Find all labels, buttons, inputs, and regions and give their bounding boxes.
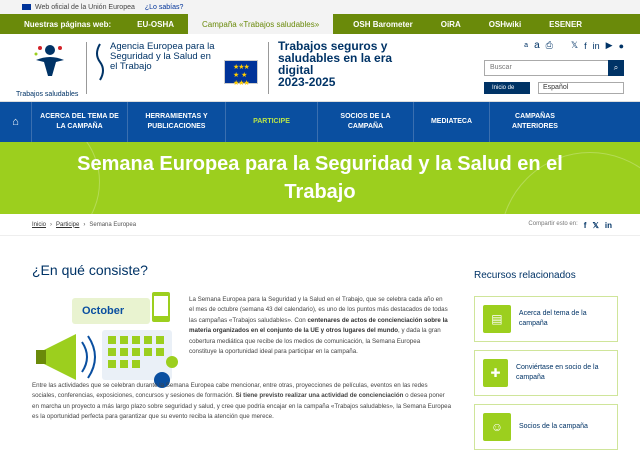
main-navigation: [0, 102, 640, 142]
intro-text-b: centenares de actos de concienciación sobre la materia organizados en el conjunto de la UE y otros lugares del mundo: [189, 316, 448, 335]
network-link-euosha[interactable]: EU-OSHA: [137, 19, 175, 29]
share-linkedin-icon[interactable]: in: [604, 221, 612, 230]
text-size-small-icon[interactable]: a: [524, 42, 529, 49]
share-facebook-icon[interactable]: f: [583, 221, 587, 230]
eu-flag-icon: [22, 4, 31, 10]
divider: [86, 42, 87, 94]
header-tools: [524, 40, 624, 51]
related-card-label: Socios de la campaña: [519, 423, 588, 430]
healthy-workplaces-logo-icon: [30, 40, 70, 80]
youtube-icon[interactable]: ▶: [605, 40, 613, 50]
nav-item-campaign-topic[interactable]: ACERCA DEL TEMA DE LA CAMPAÑA: [32, 102, 128, 142]
network-link-campaign[interactable]: Campaña «Trabajos saludables»: [188, 14, 333, 34]
related-card-campaign-topic[interactable]: [474, 296, 618, 342]
breadcrumb-participate[interactable]: Participe: [56, 221, 80, 228]
section-heading: ¿En qué consiste?: [32, 262, 148, 278]
home-icon[interactable]: ⌂: [0, 102, 32, 142]
breadcrumb: [0, 214, 640, 236]
howto-link[interactable]: ¿Lo sabías?: [144, 3, 184, 11]
network-link-esener[interactable]: ESENER: [549, 19, 583, 29]
network-link-oshwiki[interactable]: OSHwiki: [488, 19, 522, 29]
search-input[interactable]: Buscar: [484, 60, 624, 76]
nav-item-campaign-partners[interactable]: SOCIOS DE LA CAMPAÑA: [318, 102, 414, 142]
nav-item-previous-campaigns[interactable]: CAMPAÑAS ANTERIORES: [512, 113, 558, 130]
slogan-text: Trabajos seguros y saludables en la era digital: [278, 39, 393, 77]
agency-logo[interactable]: [94, 42, 220, 82]
october-megaphone-illustration: [32, 290, 180, 394]
people-icon: ☺: [483, 413, 511, 441]
related-card-label: Conviértase en socio de la campaña: [515, 364, 599, 381]
share-bar: [528, 221, 612, 230]
related-resources-heading: Recursos relacionados: [474, 270, 576, 281]
site-header: [0, 34, 640, 102]
facebook-icon[interactable]: f: [584, 40, 587, 51]
linkedin-icon[interactable]: in: [592, 40, 600, 51]
hero-banner: [0, 142, 640, 214]
puzzle-icon: ✚: [483, 359, 508, 387]
activities-text-c: o desea poner en marcha un proyecto a más largo plazo sobre seguridad y salud, y cree que podría encajar en la campaña «Trabajos saludables», la Semana Europea es la oportunidad perfecta para garantizar que su evento reciba la atención que merece.: [32, 392, 452, 421]
text-size-large-icon[interactable]: a: [534, 40, 540, 51]
related-card-label: Acerca del tema de la campaña: [518, 310, 587, 327]
eu-osha-logo-icon: [94, 42, 106, 82]
related-card-partners[interactable]: [474, 404, 618, 450]
activities-text-a: Entre las actividades que se celebran durante la Semana Europea cabe mencionar, entre otras, proyecciones de películas, eventos en las redes sociales, conferencias, exposiciones, concursos y sesiones de formación.: [32, 382, 428, 400]
flickr-icon[interactable]: ●: [618, 40, 624, 51]
breadcrumb-separator: ›: [83, 221, 86, 228]
activities-paragraph: [32, 381, 452, 423]
campaign-logo[interactable]: [16, 38, 78, 98]
nav-item-media-centre[interactable]: MEDIATECA: [414, 102, 490, 142]
nav-item-tools-publications[interactable]: HERRAMIENTAS Y PUBLICACIONES: [128, 102, 226, 142]
intro-paragraph: [189, 295, 449, 357]
login-button[interactable]: Inicio de: [484, 82, 530, 94]
share-label: Compartir esto en:: [528, 221, 578, 227]
eu-official-strip: [0, 0, 640, 14]
logo-caption: Trabajos saludables: [16, 91, 79, 98]
slogan-years: 2023-2025: [278, 75, 336, 89]
intro-text-a: La Semana Europea para la Seguridad y la Salud en el Trabajo, que se celebra cada año en el mes de octubre (semana 43 del calendario), es uno de los puntos más destacados de todas las campañas «Trabajos saludables». Con: [189, 296, 448, 324]
network-label: Nuestras páginas web:: [24, 19, 112, 29]
official-site-text: Web oficial de la Unión Europea: [35, 3, 135, 11]
share-twitter-icon[interactable]: 𝕏: [592, 221, 599, 230]
hero-decoration: [0, 142, 100, 214]
activities-text-b: Si tiene previsto realizar una actividad de concienciación: [235, 392, 404, 400]
document-icon: ▤: [483, 305, 511, 333]
eu-flag-logo-icon: ★★★ ★ ★ ★★★: [224, 60, 258, 84]
network-nav: [0, 14, 640, 34]
print-icon[interactable]: ⎙: [545, 40, 553, 50]
breadcrumb-current: Semana Europea: [89, 221, 137, 228]
search-icon: ⌕: [613, 63, 619, 72]
agency-name: Agencia Europea para la Seguridad y la Salud en el Trabajo: [110, 41, 215, 72]
campaign-slogan: [278, 40, 418, 88]
intro-text-c: , y dada la gran cobertura mediática que recibe de los medios de comunicación, la Semana Europea constituye la oportunidad ideal para participar en la campaña.: [189, 327, 441, 356]
breadcrumb-home[interactable]: Inicio: [32, 221, 47, 228]
network-link-oira[interactable]: OiRA: [440, 19, 461, 29]
illustration-month: October: [82, 305, 125, 317]
search-button[interactable]: [608, 60, 624, 76]
twitter-icon[interactable]: 𝕏: [570, 40, 579, 50]
language-select[interactable]: Español: [538, 82, 624, 94]
breadcrumb-separator: ›: [50, 221, 53, 228]
nav-item-participate[interactable]: PARTICIPE: [226, 102, 318, 142]
network-link-barometer[interactable]: OSH Barometer: [353, 19, 413, 29]
related-card-become-partner[interactable]: [474, 350, 618, 396]
divider: [268, 42, 269, 94]
page-title: Semana Europea para la Seguridad y la Salud en el Trabajo: [77, 153, 563, 203]
